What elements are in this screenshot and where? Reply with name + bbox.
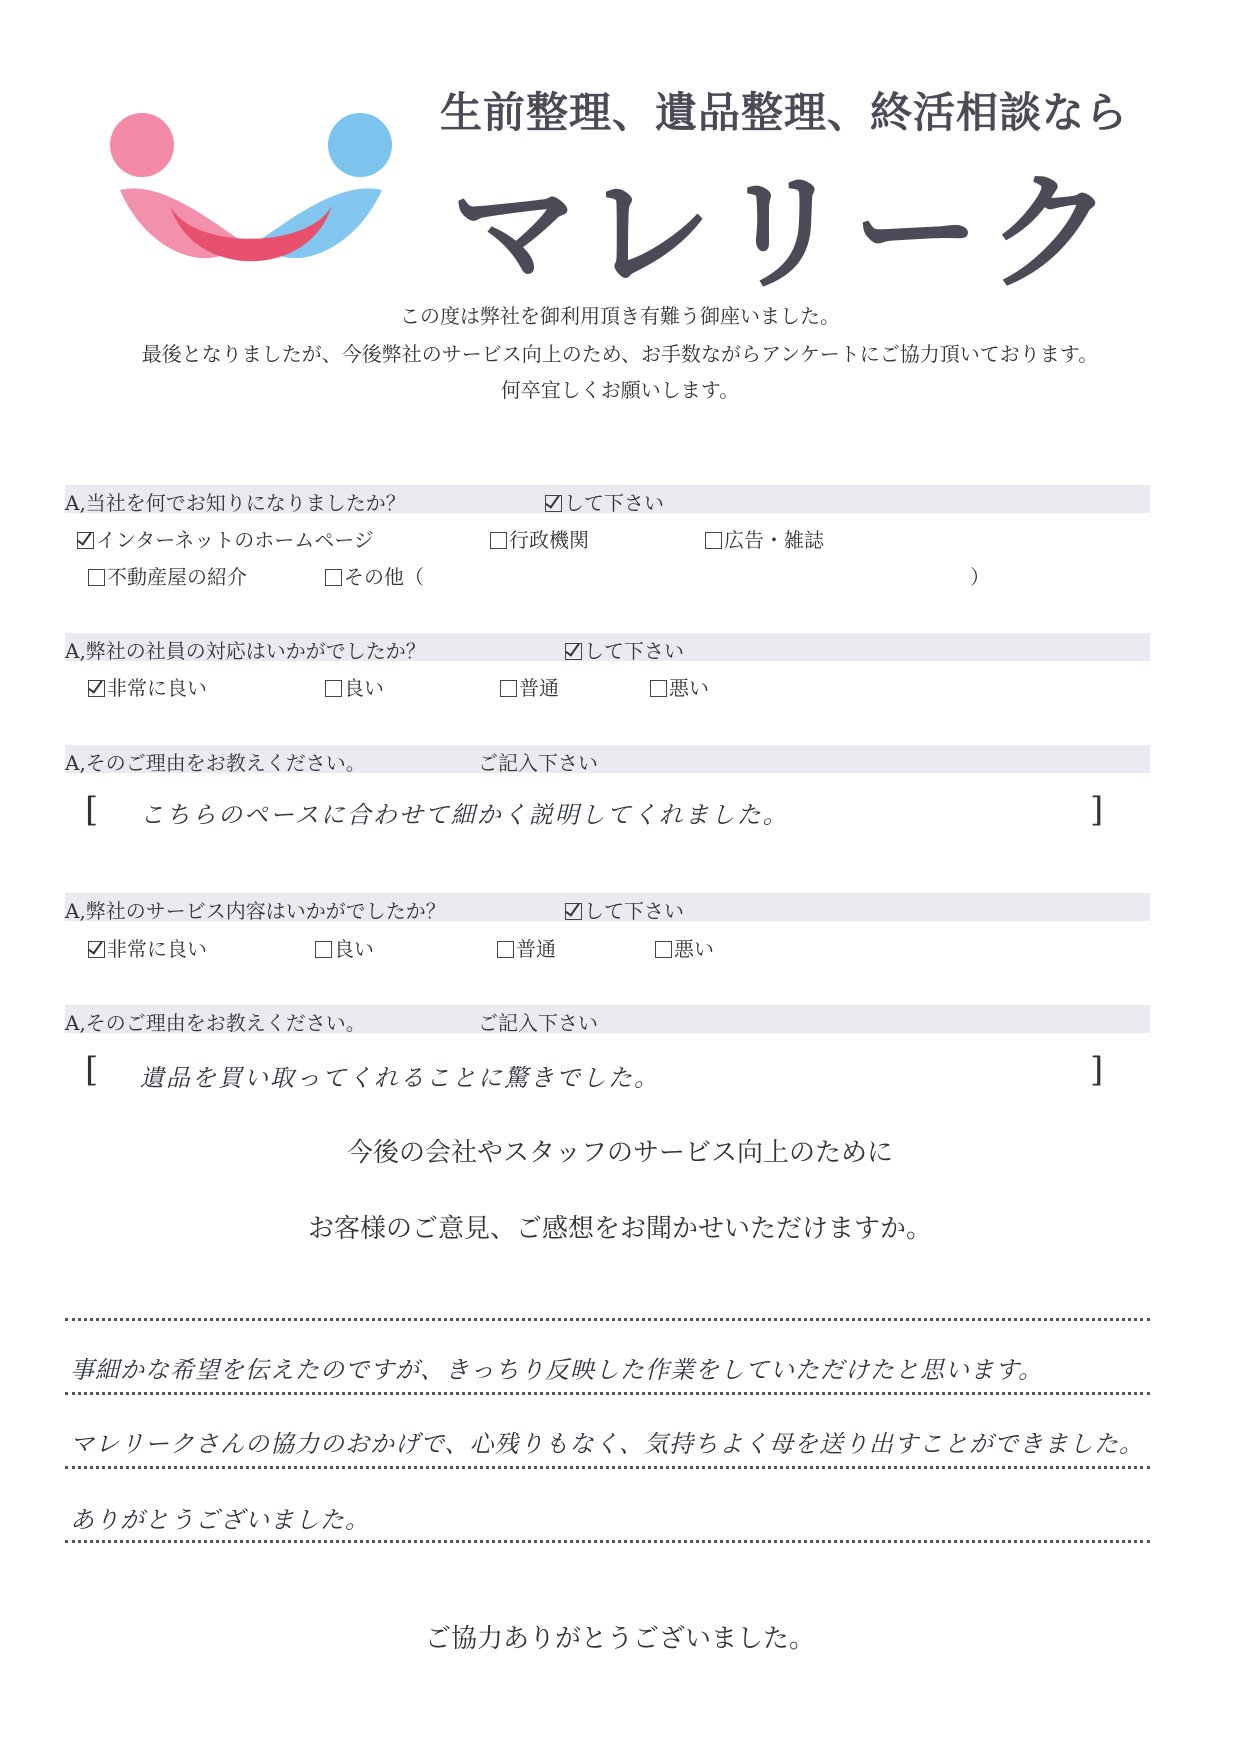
checkbox-icon bbox=[565, 903, 582, 920]
comment-line-1: 事細かな希望を伝えたのですが、きっちり反映した作業をしていただけたと思います。 bbox=[70, 1356, 1044, 1384]
q1-option-internet[interactable]: インターネットのホームページ bbox=[77, 524, 374, 553]
comment-rule bbox=[65, 1392, 1150, 1395]
checkbox-icon bbox=[500, 680, 517, 697]
q1-option-government[interactable]: 行政機関 bbox=[490, 524, 589, 553]
feedback-prompt-2: お客様のご意見、ご感想をお聞かせいただけますか。 bbox=[307, 1214, 932, 1244]
logo-mark bbox=[100, 110, 400, 300]
checkbox-icon bbox=[497, 941, 514, 958]
answer-bracket-close: ] bbox=[1090, 1050, 1104, 1090]
comment-rule bbox=[65, 1318, 1150, 1321]
q5-answer: 遺品を買い取ってくれることに驚きでした。 bbox=[140, 1064, 660, 1092]
q2-option-bad[interactable]: 悪い bbox=[650, 672, 709, 701]
q2-option-normal[interactable]: 普通 bbox=[500, 672, 559, 701]
checkbox-icon bbox=[655, 941, 672, 958]
q3-note: ご記入下さい bbox=[478, 751, 598, 775]
checkbox-icon bbox=[325, 680, 342, 697]
answer-bracket-open: [ bbox=[85, 790, 99, 830]
feedback-prompt-1: 今後の会社やスタッフのサービス向上のために bbox=[346, 1138, 893, 1168]
checkbox-icon bbox=[315, 941, 332, 958]
checkbox-icon bbox=[325, 569, 342, 586]
checkbox-icon bbox=[565, 643, 582, 660]
comment-rule bbox=[65, 1466, 1150, 1469]
q4-option-bad[interactable]: 悪い bbox=[655, 933, 714, 962]
checkbox-icon bbox=[77, 532, 94, 549]
q1-option-realestate[interactable]: 不動産屋の紹介 bbox=[88, 561, 247, 590]
q1-other-close: ） bbox=[970, 565, 990, 589]
q4-option-normal[interactable]: 普通 bbox=[497, 933, 556, 962]
intro-line-3: 何卒宜しくお願いします。 bbox=[500, 378, 740, 402]
q4-option-very-good[interactable]: 非常に良い bbox=[88, 933, 207, 962]
q1-option-ads[interactable]: 広告・雑誌 bbox=[705, 524, 824, 553]
q1-question: A,当社を何でお知りになりましたか？ bbox=[65, 491, 406, 515]
q1-note: して下さい bbox=[545, 487, 664, 516]
checkbox-icon bbox=[88, 680, 105, 697]
q4-question: A,弊社のサービス内容はいかがでしたか？ bbox=[65, 899, 446, 923]
q4-note: して下さい bbox=[565, 895, 684, 924]
checkbox-icon bbox=[705, 532, 722, 549]
answer-bracket-open: [ bbox=[85, 1050, 99, 1090]
q5-note: ご記入下さい bbox=[478, 1011, 598, 1035]
answer-bracket-close: ] bbox=[1090, 790, 1104, 830]
q2-note: して下さい bbox=[565, 635, 684, 664]
q2-option-very-good[interactable]: 非常に良い bbox=[88, 672, 207, 701]
brand-name: マレリーク bbox=[450, 159, 1121, 308]
closing-message: ご協力ありがとうございました。 bbox=[424, 1624, 815, 1654]
comment-line-2: マレリークさんの協力のおかげで、心残りもなく、気持ちよく母を送り出すことができました。 bbox=[70, 1430, 1145, 1458]
checkbox-icon bbox=[88, 941, 105, 958]
q2-option-good[interactable]: 良い bbox=[325, 672, 384, 701]
checkbox-icon bbox=[545, 495, 562, 512]
checkbox-icon bbox=[88, 569, 105, 586]
q2-question: A,弊社の社員の対応はいかがでしたか？ bbox=[65, 639, 426, 663]
q3-answer: こちらのペースに合わせて細かく説明してくれました。 bbox=[140, 801, 789, 829]
intro-line-1: この度は弊社を御利用頂き有難う御座いました。 bbox=[400, 304, 840, 328]
checkbox-icon bbox=[650, 680, 667, 697]
comment-line-3: ありがとうございました。 bbox=[70, 1506, 370, 1534]
comment-rule bbox=[65, 1540, 1150, 1543]
checkbox-icon bbox=[490, 532, 507, 549]
q1-option-other[interactable]: その他（ bbox=[325, 561, 424, 590]
q5-question: A,そのご理由をお教えください。 bbox=[65, 1011, 366, 1035]
q4-option-good[interactable]: 良い bbox=[315, 933, 374, 962]
q3-question: A,そのご理由をお教えください。 bbox=[65, 751, 366, 775]
intro-line-2: 最後となりましたが、今後弊社のサービス向上のため、お手数ながらアンケートにご協力頂いております。 bbox=[141, 342, 1099, 366]
tagline: 生前整理、遺品整理、終活相談なら bbox=[440, 88, 1129, 137]
